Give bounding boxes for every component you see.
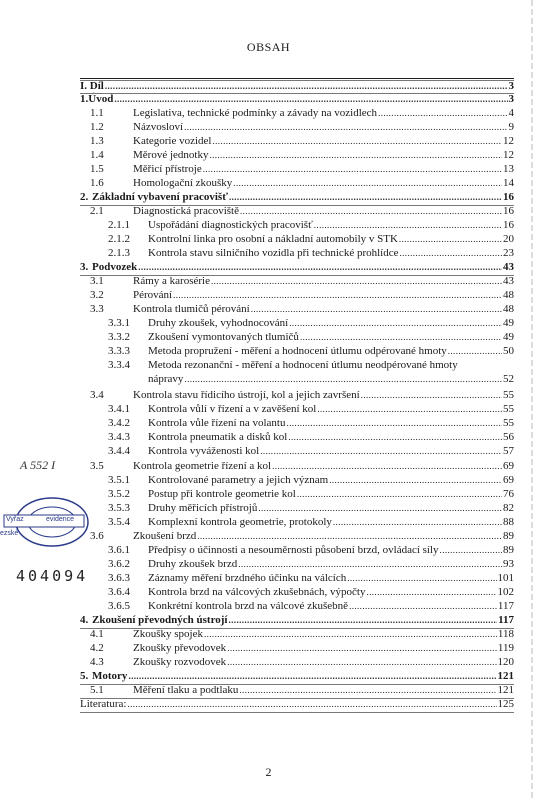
toc-entry-title: Literatura: — [80, 698, 127, 710]
toc-leader-dots — [227, 642, 497, 655]
toc-entry-number: 3.4.3 — [108, 431, 130, 443]
toc-entry-page: 48 — [503, 303, 514, 315]
toc-leader-dots — [300, 331, 502, 344]
header-rule — [80, 78, 514, 79]
toc-leader-dots — [333, 516, 502, 529]
toc-entry-page: 16 — [503, 219, 514, 231]
toc-entry-number: 3.6.5 — [108, 600, 130, 612]
toc-entry-title: Konkrétní kontrola brzd na válcové zkušebně — [148, 600, 349, 612]
toc-entry-title: Motory — [92, 670, 128, 682]
toc-entry-page: 117 — [497, 600, 514, 612]
section-rule — [80, 712, 514, 713]
toc-entry — [90, 642, 514, 655]
toc-entry — [80, 80, 514, 93]
toc-entry — [90, 303, 514, 316]
toc-entry-title: Kontrola stavu silničního vozidla při technické prohlídce — [148, 247, 399, 259]
toc-entry-page: 101 — [497, 572, 514, 584]
toc-leader-dots — [127, 698, 496, 711]
toc-entry-number: 3.3.1 — [108, 317, 130, 329]
toc-leader-dots — [203, 163, 502, 176]
toc-entry-title: I. Díl — [80, 80, 104, 92]
toc-entry — [90, 121, 514, 134]
toc-leader-dots — [349, 600, 497, 613]
toc-entry-title: Druhy zkoušek brzd — [148, 558, 238, 570]
toc-entry-title: Legislativa, technické podmínky a závady na vozidlech — [133, 107, 378, 119]
toc-entry-title: Metoda rezonanční - měření a hodnocení útlumu neodpérované hmoty — [148, 359, 458, 371]
toc-entry-title: Záznamy měření brzdného účinku na válcích — [148, 572, 347, 584]
toc-entry-page: 16 — [503, 191, 514, 203]
toc-entry — [90, 684, 514, 697]
toc-entry-title: Homologační zkoušky — [133, 177, 233, 189]
toc-entry-number: 3.5 — [90, 460, 104, 472]
toc-entry — [90, 530, 514, 543]
toc-entry-number: 3.5.1 — [108, 474, 130, 486]
toc-entry — [108, 445, 514, 458]
toc-entry-title: Postup při kontrole geometrie kol — [148, 488, 296, 500]
toc-entry — [90, 163, 514, 176]
toc-entry-page: 55 — [503, 403, 514, 415]
toc-entry-title: 1.Úvod — [80, 93, 114, 105]
page-edge-shadow — [518, 0, 537, 800]
toc-entry-number: 3.5.3 — [108, 502, 130, 514]
toc-entry — [90, 656, 514, 669]
toc-entry-title-continued: nápravy — [148, 373, 184, 385]
toc-entry-number: 4.2 — [90, 642, 104, 654]
toc-entry-title: Zkoušky převodovek — [133, 642, 227, 654]
toc-entry-title: Kontrolované parametry a jejich význam — [148, 474, 329, 486]
toc-entry-title: Druhy měřicích přístrojů — [148, 502, 258, 514]
toc-entry-title: Názvosloví — [133, 121, 184, 133]
toc-entry-title: Kontrola tlumičů pérování — [133, 303, 250, 315]
toc-entry-number: 4.3 — [90, 656, 104, 668]
toc-entry — [108, 544, 514, 557]
section-rule — [80, 684, 514, 685]
toc-entry — [80, 670, 514, 683]
toc-entry-number: 3.6.4 — [108, 586, 130, 598]
toc-entry-title: Kontrola vůlí v řízení a v zavěšení kol — [148, 403, 317, 415]
toc-entry — [108, 572, 514, 585]
toc-leader-dots — [238, 558, 502, 571]
toc-leader-dots — [197, 530, 502, 543]
toc-entry — [108, 331, 514, 344]
toc-entry — [108, 233, 514, 246]
toc-entry — [90, 460, 514, 473]
toc-entry-title: Předpisy o účinnosti a nesouměrnosti působení brzd, ovládací síly — [148, 544, 439, 556]
toc-entry — [90, 149, 514, 162]
toc-entry — [108, 417, 514, 430]
toc-entry-page: 12 — [503, 135, 514, 147]
toc-leader-dots — [204, 628, 497, 641]
toc-leader-dots — [347, 572, 496, 585]
toc-entry-page: 102 — [497, 586, 514, 598]
toc-entry-title: Zkoušky rozvodovek — [133, 656, 227, 668]
toc-leader-dots — [227, 656, 496, 669]
toc-entry-title: Zkoušení vymontovaných tlumičů — [148, 331, 299, 343]
toc-entry-number: 3.5.2 — [108, 488, 130, 500]
toc-entry-page: 56 — [503, 431, 514, 443]
toc-entry — [108, 558, 514, 571]
toc-entry — [90, 177, 514, 190]
toc-entry-number: 3.6.2 — [108, 558, 130, 570]
toc-entry-number: 3.4.4 — [108, 445, 130, 457]
toc-leader-dots — [114, 93, 507, 106]
page-number: 2 — [265, 765, 272, 779]
toc-entry-page: 43 — [503, 275, 514, 287]
toc-leader-dots — [440, 544, 502, 557]
stamp-code: A 552 I — [20, 458, 56, 472]
toc-entry-title: Měřicí přístroje — [133, 163, 202, 175]
toc-entry — [80, 698, 514, 711]
toc-leader-dots — [289, 317, 502, 330]
toc-entry-title: Uspořádání diagnostických pracovišť — [148, 219, 313, 231]
toc-entry-page: 14 — [503, 177, 514, 189]
toc-entry-number: 3.6.3 — [108, 572, 130, 584]
toc-entry-title: Kontrola vyváženosti kol — [148, 445, 260, 457]
toc-entry — [90, 275, 514, 288]
toc-entry-page: 120 — [497, 656, 514, 668]
toc-entry-title: Komplexní kontrola geometrie, protokoly — [148, 516, 332, 528]
page-title: OBSAH — [246, 40, 291, 54]
toc-entry-page: 43 — [503, 261, 514, 273]
toc-entry — [108, 488, 514, 501]
toc-entry-page: 3 — [508, 80, 514, 92]
toc-entry — [108, 502, 514, 515]
toc-entry-continuation — [148, 373, 514, 386]
section-rule — [80, 205, 514, 206]
toc-entry — [80, 261, 514, 274]
toc-entry-page: 69 — [503, 460, 514, 472]
section-rule — [80, 628, 514, 629]
toc-entry-title: Kontrola pneumatik a disků kol — [148, 431, 288, 443]
toc-entry-number: 2.1.3 — [108, 247, 130, 259]
toc-entry-page: 55 — [503, 389, 514, 401]
toc-entry-number: 3.6 — [90, 530, 104, 542]
toc-entry-page: 119 — [497, 642, 514, 654]
toc-entry — [90, 205, 514, 218]
toc-entry-page: 76 — [503, 488, 514, 500]
toc-entry-title: Zkoušení převodných ústrojí — [92, 614, 228, 626]
toc-entry-title: Pérování — [133, 289, 173, 301]
toc-entry-page: 69 — [503, 474, 514, 486]
toc-entry-page: 55 — [503, 417, 514, 429]
toc-entry — [108, 600, 514, 613]
toc-entry-number: 3. — [80, 261, 89, 273]
toc-entry-title: Kontrolní linka pro osobní a nákladní automobily v STK — [148, 233, 398, 245]
toc-entry-number: 1.6 — [90, 177, 104, 189]
toc-leader-dots — [260, 445, 502, 458]
toc-entry-page: 16 — [503, 205, 514, 217]
toc-entry-page: 121 — [497, 670, 514, 682]
toc-entry-number: 1.4 — [90, 149, 104, 161]
toc-entry-page: 12 — [503, 149, 514, 161]
section-rule — [80, 275, 514, 276]
toc-leader-dots — [239, 684, 496, 697]
toc-entry — [108, 474, 514, 487]
toc-leader-dots — [213, 135, 503, 148]
toc-entry-title: Měření tlaku a podtlaku — [133, 684, 239, 696]
toc-entry-number: 4.1 — [90, 628, 104, 640]
toc-entry — [108, 516, 514, 529]
section-rule — [80, 698, 514, 699]
toc-entry — [108, 586, 514, 599]
toc-leader-dots — [251, 303, 502, 316]
toc-entry-page: 49 — [503, 317, 514, 329]
toc-entry-page: 121 — [497, 684, 514, 696]
toc-entry-number: 3.1 — [90, 275, 104, 287]
toc-leader-dots — [361, 389, 502, 402]
toc-leader-dots — [378, 107, 507, 120]
toc-entry-page: 118 — [497, 628, 514, 640]
toc-entry-page: 82 — [503, 502, 514, 514]
toc-entry-number: 1.5 — [90, 163, 104, 175]
toc-entry-page: 89 — [503, 544, 514, 556]
toc-entry-page: 125 — [497, 698, 514, 710]
toc-entry-page: 93 — [503, 558, 514, 570]
toc-leader-dots — [314, 219, 502, 232]
toc-entry-number: 2.1.1 — [108, 219, 130, 231]
toc-entry-title: Kategorie vozidel — [133, 135, 212, 147]
toc-entry-title: Základní vybavení pracovišť — [92, 191, 228, 203]
toc-entry — [108, 403, 514, 416]
toc-entry — [108, 345, 514, 358]
toc-leader-dots — [286, 417, 502, 430]
toc-entry-number: 3.4.1 — [108, 403, 130, 415]
toc-entry-title: Kontrola stavu řídicího ústrojí, kol a jejich završení — [133, 389, 360, 401]
toc-leader-dots — [184, 121, 507, 134]
toc-entry-page: 57 — [503, 445, 514, 457]
toc-leader-dots — [138, 261, 502, 274]
toc-entry — [90, 628, 514, 641]
stamp-text-mid: evidence — [46, 516, 75, 523]
toc-entry-page: 48 — [503, 289, 514, 301]
toc-entry-title: Kontrola vůle řízení na volantu — [148, 417, 286, 429]
toc-entry-page: 52 — [503, 373, 514, 385]
toc-entry-title: Rámy a karosérie — [133, 275, 210, 287]
toc-entry-page: 9 — [508, 121, 514, 133]
toc-entry-number: 3.4 — [90, 389, 104, 401]
toc-leader-dots — [317, 403, 502, 416]
toc-entry-number: 1.3 — [90, 135, 104, 147]
toc-leader-dots — [184, 373, 502, 386]
section-rule — [80, 93, 514, 94]
toc-entry-title: Měrové jednotky — [133, 149, 209, 161]
toc-entry — [108, 431, 514, 444]
toc-leader-dots — [272, 460, 502, 473]
toc-entry-title: Diagnostická pracoviště — [133, 205, 239, 217]
toc-entry-title: Kontrola brzd na válcových zkušebnách, výpočty — [148, 586, 366, 598]
toc-entry — [90, 389, 514, 402]
toc-entry — [108, 359, 514, 372]
toc-entry-page: 13 — [503, 163, 514, 175]
toc-entry-page: 49 — [503, 331, 514, 343]
toc-leader-dots — [400, 247, 503, 260]
toc-leader-dots — [366, 586, 496, 599]
toc-entry — [90, 135, 514, 148]
toc-entry-number: 2. — [80, 191, 89, 203]
toc-entry-number: 4. — [80, 614, 89, 626]
inventory-number: 404094 — [16, 567, 89, 585]
toc-leader-dots — [448, 345, 502, 358]
toc-entry-number: 5. — [80, 670, 89, 682]
toc-entry — [108, 219, 514, 232]
toc-leader-dots — [288, 431, 502, 444]
toc-leader-dots — [209, 149, 502, 162]
toc-leader-dots — [173, 289, 502, 302]
toc-entry-page: 23 — [503, 247, 514, 259]
toc-entry — [108, 317, 514, 330]
toc-entry-title: Podvozek — [92, 261, 138, 273]
toc-entry-number: 3.3.3 — [108, 345, 130, 357]
toc-leader-dots — [233, 177, 502, 190]
toc-leader-dots — [229, 191, 502, 204]
toc-entry — [90, 107, 514, 120]
toc-entry-number: 2.1 — [90, 205, 104, 217]
toc-entry-title: Kontrola geometrie řízení a kol — [133, 460, 272, 472]
toc-entry-number: 3.2 — [90, 289, 104, 301]
toc-entry-number: 3.5.4 — [108, 516, 130, 528]
toc-entry-number: 1.1 — [90, 107, 104, 119]
toc-entry-page: 3 — [508, 93, 514, 105]
toc-entry — [80, 93, 514, 106]
toc-entry-page: 50 — [503, 345, 514, 357]
toc-leader-dots — [258, 502, 502, 515]
toc-entry-page: 88 — [503, 516, 514, 528]
toc-entry-page: 89 — [503, 530, 514, 542]
toc-entry-title: Druhy zkoušek, vyhodnocování — [148, 317, 289, 329]
toc-leader-dots — [297, 488, 502, 501]
toc-leader-dots — [211, 275, 502, 288]
toc-entry-page: 20 — [503, 233, 514, 245]
toc-entry-title: Metoda propružení - měření a hodnocení útlumu odpérované hmoty — [148, 345, 447, 357]
toc-entry-title: Zkoušky spojek — [133, 628, 203, 640]
toc-entry — [90, 289, 514, 302]
toc-entry-number: 2.1.2 — [108, 233, 130, 245]
toc-entry — [80, 614, 514, 627]
toc-entry-number: 3.4.2 — [108, 417, 130, 429]
toc-leader-dots — [240, 205, 502, 218]
stamp-text-left: Vyřaz — [6, 516, 24, 523]
toc-entry-number: 1.2 — [90, 121, 104, 133]
toc-entry-page: 117 — [498, 614, 514, 626]
toc-entry — [80, 191, 514, 204]
stamp-text-bottom: ezské — [0, 530, 19, 537]
section-rule — [80, 80, 514, 81]
toc-leader-dots — [399, 233, 502, 246]
toc-entry-number: 5.1 — [90, 684, 104, 696]
toc-leader-dots — [229, 614, 498, 627]
toc-entry-number: 3.3.2 — [108, 331, 130, 343]
toc-entry — [108, 247, 514, 260]
toc-entry-number: 3.3.4 — [108, 359, 130, 371]
toc-leader-dots — [128, 670, 496, 683]
toc-entry-page: 4 — [508, 107, 514, 119]
toc-leader-dots — [105, 80, 508, 93]
toc-leader-dots — [329, 474, 502, 487]
toc-entry-number: 3.3 — [90, 303, 104, 315]
toc-entry-title: Zkoušení brzd — [133, 530, 197, 542]
toc-entry-number: 3.6.1 — [108, 544, 130, 556]
